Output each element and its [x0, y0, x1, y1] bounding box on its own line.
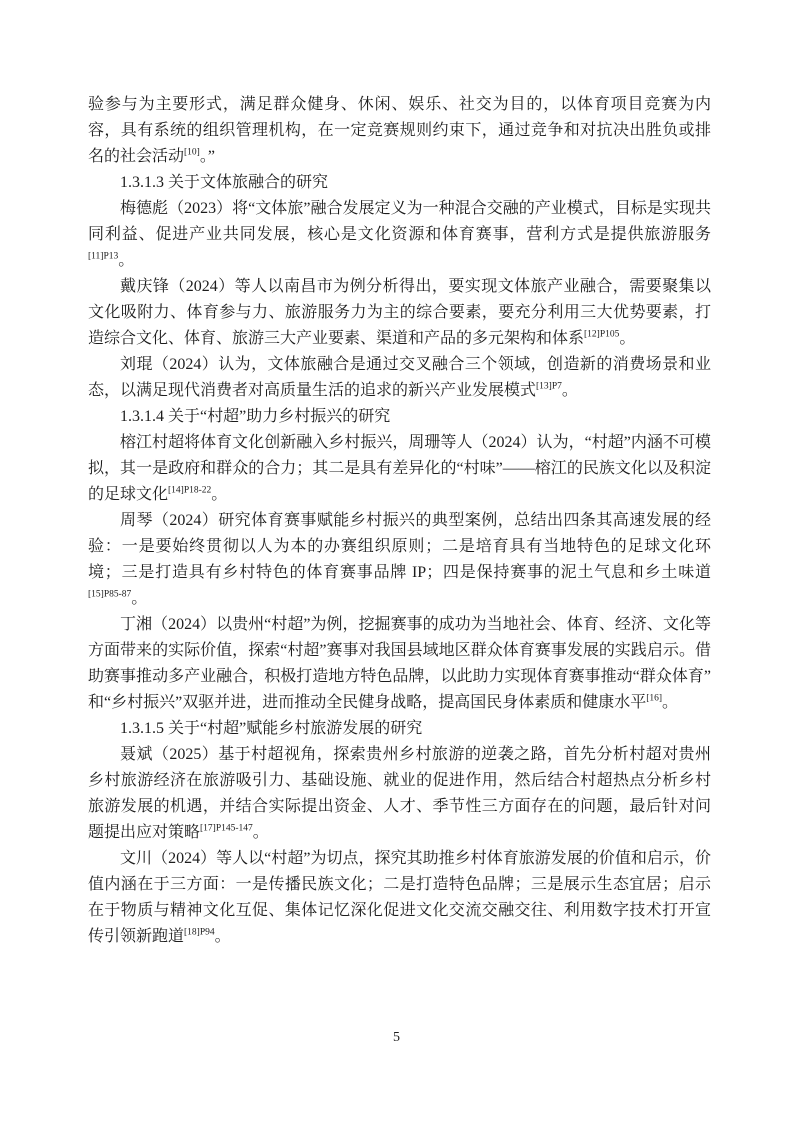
text-run: 。: [214, 928, 231, 945]
page-number: 5: [393, 1030, 400, 1045]
text-run: 丁湘（2024）以贵州“村超”为例，挖掘赛事的成功为当地社会、体育、经济、文化等方面带来的实际价值，探索“村超”赛事对我国县域地区群众体育赛事发展的实践启示。借助赛事推动多产业融合，积极打造地方特色品牌，以此助力实现体育赛事推动“群众体育”和“乡村振兴”双驱并进，进而推动全民健身战略，提高国民身体素质和健康水平: [88, 616, 711, 711]
document-body: [88, 92, 711, 950]
section-heading: [88, 170, 711, 196]
text-run: 戴庆锋（2024）等人以南昌市为例分析得出，要实现文体旅产业融合，需要聚集以文化吸附力、体育参与力、旅游服务力为主的综合要素，要充分利用三大优势要素，打造综合文化、体育、旅游三大产业要素、渠道和产品的多元架构和体系: [88, 278, 711, 347]
citation-superscript: [13]P7: [536, 381, 562, 392]
text-run: 1.3.1.4 关于“村超”助力乡村振兴的研究: [120, 408, 391, 425]
citation-superscript: [14]P18-22: [168, 485, 212, 496]
paragraph: [88, 846, 711, 950]
citation-superscript: [12]P105: [584, 329, 620, 340]
citation-superscript: [18]P94: [184, 927, 215, 938]
citation-superscript: [11]P13: [88, 251, 119, 262]
text-run: 聂斌（2025）基于村超视角，探索贵州乡村旅游的逆袭之路，首先分析村超对贵州乡村旅游经济在旅游吸引力、基础设施、就业的促进作用，然后结合村超热点分析乡村旅游发展的机遇，并结合实际提出资金、人才、季节性三方面存在的问题，最后针对问题提出应对策略: [88, 746, 711, 841]
page-footer: [0, 1030, 793, 1046]
text-run: 1.3.1.5 关于“村超”赋能乡村旅游发展的研究: [120, 720, 423, 737]
section-heading: [88, 716, 711, 742]
paragraph: [88, 352, 711, 404]
citation-superscript: [15]P85-87: [88, 589, 132, 600]
text-run: 。: [662, 694, 679, 711]
text-run: 。: [118, 252, 135, 269]
text-run: 。: [211, 486, 228, 503]
text-run: 榕江村超将体育文化创新融入乡村振兴，周珊等人（2024）认为，“村超”内涵不可模拟，其一是政府和群众的合力；其二是具有差异化的“村味”——榕江的民族文化以及积淀的足球文化: [88, 434, 711, 503]
citation-superscript: [10]: [184, 147, 200, 158]
paragraph: [88, 430, 711, 508]
text-run: 1.3.1.3 关于文体旅融合的研究: [120, 174, 329, 191]
text-run: 。: [619, 330, 636, 347]
paragraph: [88, 274, 711, 352]
text-run: 。: [131, 590, 148, 607]
paragraph: [88, 508, 711, 612]
citation-superscript: [17]P145-147: [200, 823, 253, 834]
paragraph: [88, 742, 711, 846]
text-run: 。: [561, 382, 578, 399]
text-run: 验参与为主要形式，满足群众健身、休闲、娱乐、社交为目的，以体育项目竞赛为内容，具有系统的组织管理机构，在一定竞赛规则约束下，通过竞争和对抗决出胜负或排名的社会活动: [88, 96, 711, 165]
text-run: 周琴（2024）研究体育赛事赋能乡村振兴的典型案例，总结出四条其高速发展的经验：一是要始终贯彻以人为本的办赛组织原则；二是培育具有当地特色的足球文化环境；三是打造具有乡村特色的体育赛事品牌 IP；四是保持赛事的泥土气息和乡土味道: [88, 512, 711, 581]
paragraph: [88, 612, 711, 716]
text-run: 刘琨（2024）认为，文体旅融合是通过交叉融合三个领域，创造新的消费场景和业态，以满足现代消费者对高质量生活的追求的新兴产业发展模式: [88, 356, 711, 399]
paragraph: [88, 92, 711, 170]
paragraph: [88, 196, 711, 274]
text-run: 文川（2024）等人以“村超”为切点，探究其助推乡村体育旅游发展的价值和启示，价值内涵在于三方面：一是传播民族文化；二是打造特色品牌；三是展示生态宜居；启示在于物质与精神文化互促、集体记忆深化促进文化交流交融交往、利用数字技术打开宣传引领新跑道: [88, 850, 711, 945]
section-heading: [88, 404, 711, 430]
text-run: 。: [252, 824, 269, 841]
text-run: 梅德彪（2023）将“文体旅”融合发展定义为一种混合交融的产业模式，目标是实现共同利益、促进产业共同发展，核心是文化资源和体育赛事，营利方式是提供旅游服务: [88, 200, 711, 243]
text-run: 。”: [199, 148, 215, 165]
citation-superscript: [16]: [646, 693, 663, 704]
